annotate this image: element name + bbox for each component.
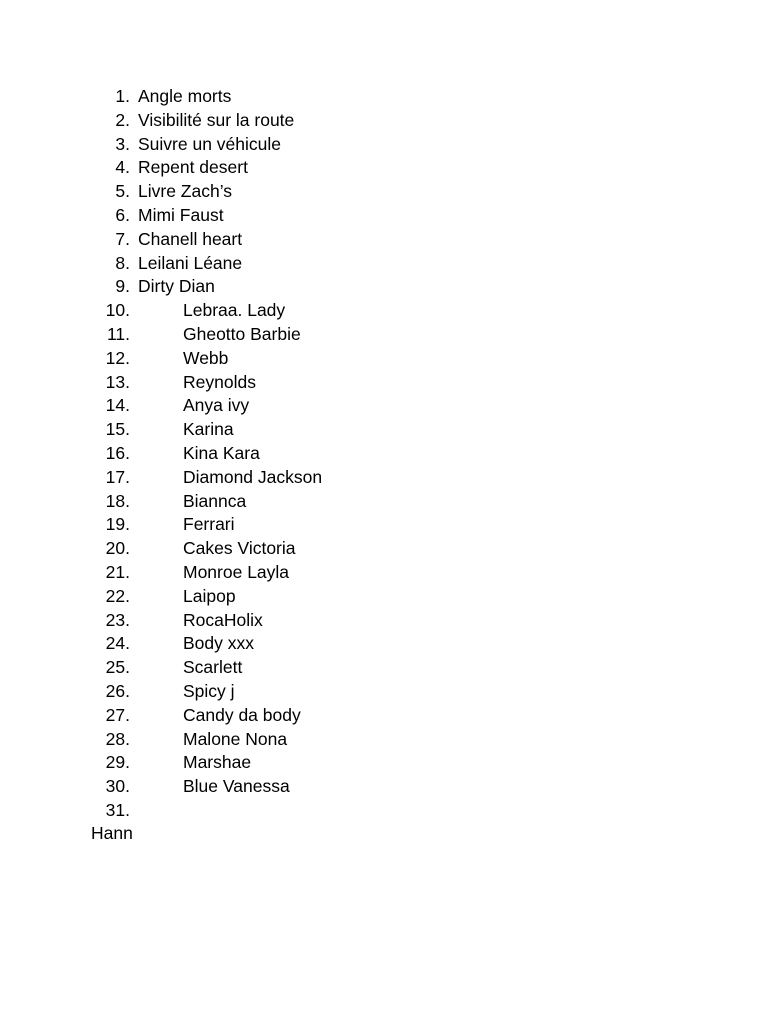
list-item-number: 2.: [115, 109, 130, 130]
list-item-number: 14.: [105, 395, 130, 416]
list-item-text: Chanell heart: [138, 228, 243, 249]
list-item-text: Livre Zach’s: [138, 181, 233, 202]
list-item-text: Angle morts: [138, 86, 232, 106]
list-item: [0, 609, 768, 633]
list-item-text: Monroe Layla: [183, 561, 290, 582]
list-item-text: Visibilité sur la route: [138, 109, 295, 130]
list-item: [0, 537, 768, 561]
list-item-number: 5.: [115, 181, 130, 202]
list-item: [0, 799, 768, 823]
list-item-number: 18.: [105, 490, 130, 511]
list-item-number: 27.: [105, 704, 130, 725]
list-item: [0, 442, 768, 466]
list-item: [0, 252, 768, 276]
list-item-number: 15.: [105, 419, 130, 440]
list-item-number: 7.: [115, 228, 130, 249]
list-item: [0, 656, 768, 680]
list-item-number: 1.: [115, 86, 130, 106]
list-item-number: 30.: [105, 776, 130, 797]
trailing-text: Hann: [91, 823, 133, 843]
list-item: [0, 561, 768, 585]
list-item-text: Webb: [183, 347, 229, 368]
list-item: [0, 513, 768, 537]
list-item: [0, 394, 768, 418]
list-item-text: Dirty Dian: [138, 276, 215, 297]
list-item-number: 23.: [105, 609, 130, 630]
list-item-number: 9.: [115, 276, 130, 297]
list-item: [0, 133, 768, 157]
list-item-number: 8.: [115, 252, 130, 273]
list-item: [0, 204, 768, 228]
list-item: [0, 466, 768, 490]
list-item-text: Blue Vanessa: [183, 776, 290, 797]
list-item: [0, 347, 768, 371]
list-item: [0, 490, 768, 514]
list-item: [0, 775, 768, 799]
numbered-list: [0, 85, 768, 823]
list-item-number: 26.: [105, 680, 130, 701]
list-item-text: Candy da body: [183, 704, 301, 725]
list-item-number: 24.: [105, 633, 130, 654]
list-item-number: 4.: [115, 157, 130, 178]
list-item-text: Malone Nona: [183, 728, 288, 749]
list-item-text: Scarlett: [183, 657, 243, 678]
list-item-text: Marshae: [183, 752, 252, 773]
list-item-text: Biannca: [183, 490, 247, 511]
list-item: [0, 299, 768, 323]
list-item-number: 21.: [105, 561, 130, 582]
list-item-text: Leilani Léane: [138, 252, 243, 273]
list-item-text: Repent desert: [138, 157, 248, 178]
list-item-number: 3.: [115, 133, 130, 154]
list-item: [0, 371, 768, 395]
list-item: [0, 180, 768, 204]
list-item-number: 12.: [105, 347, 130, 368]
list-item: [0, 751, 768, 775]
list-item-number: 10.: [105, 300, 130, 321]
list-item-number: 25.: [105, 657, 130, 678]
list-item-text: Ferrari: [183, 514, 235, 535]
list-item: [0, 323, 768, 347]
list-item-number: 22.: [105, 585, 130, 606]
list-item-text: Cakes Victoria: [183, 538, 296, 559]
list-item-text: Lebraa. Lady: [183, 300, 286, 321]
list-item: [0, 680, 768, 704]
list-item-text: Body xxx: [183, 633, 254, 654]
list-item: [0, 704, 768, 728]
list-item: [0, 109, 768, 133]
list-item-number: 31.: [105, 799, 130, 820]
list-item-number: 6.: [115, 204, 130, 225]
list-item-number: 16.: [105, 442, 130, 463]
list-item-number: 13.: [105, 371, 130, 392]
list-item-number: 20.: [105, 538, 130, 559]
list-item-text: Spicy j: [183, 680, 235, 701]
list-item: [0, 632, 768, 656]
list-item-text: RocaHolix: [183, 609, 263, 630]
list-item-text: Anya ivy: [183, 395, 250, 416]
list-item-text: Diamond Jackson: [183, 466, 323, 487]
list-item: [0, 585, 768, 609]
list-item-text: Gheotto Barbie: [183, 323, 301, 344]
list-item: [0, 728, 768, 752]
list-item-number: 28.: [105, 728, 130, 749]
list-item-number: 17.: [105, 466, 130, 487]
list-item-number: 29.: [105, 752, 130, 773]
list-item-text: Karina: [183, 419, 234, 440]
list-item: [0, 418, 768, 442]
list-item: [0, 156, 768, 180]
list-item-text: Mimi Faust: [138, 204, 224, 225]
list-item-text: Laipop: [183, 585, 236, 606]
list-item-text: Suivre un véhicule: [138, 133, 281, 154]
list-item-number: 19.: [105, 514, 130, 535]
list-item: [0, 228, 768, 252]
list-item: [0, 85, 768, 109]
list-item-text: Kina Kara: [183, 442, 260, 463]
list-item-number: 11.: [106, 323, 130, 344]
list-item-text: Reynolds: [183, 371, 256, 392]
list-item: [0, 275, 768, 299]
